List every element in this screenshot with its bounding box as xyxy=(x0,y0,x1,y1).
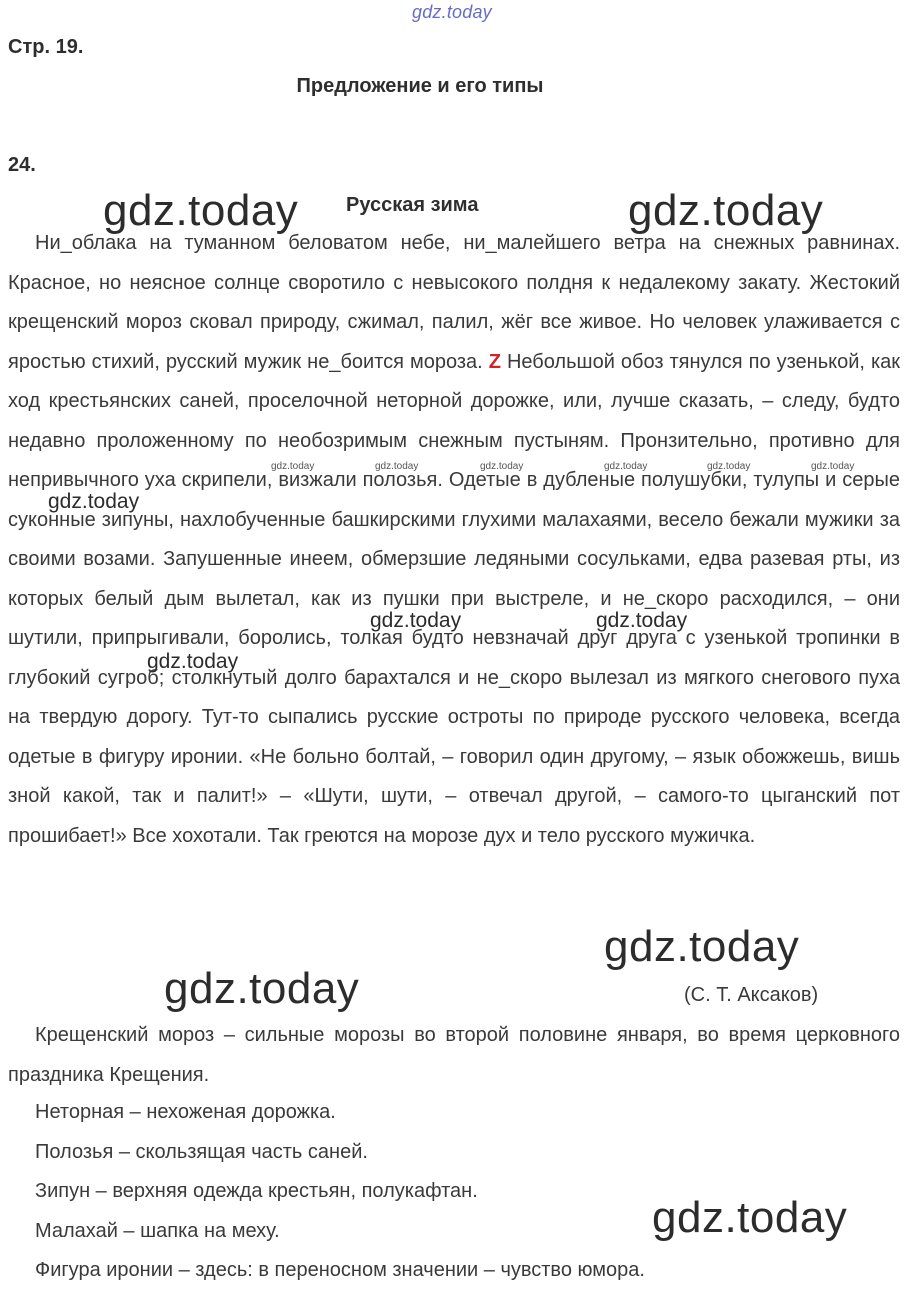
story-text xyxy=(8,224,900,856)
header-watermark: gdz.today xyxy=(412,2,492,22)
watermark: gdz.today xyxy=(271,461,315,472)
story-paragraph: Ни_облака на туманном беловатом небе, ни_малейшего ветра на снежных равнинах. Красное, но неясное солнце своротило с невысокого полдня к недалекому закату. Жестокий крещенский мороз сковал природу, сжимал, палил, жёг все живое. Но человек улаживается с яростью стихий, русский мужик не_боится мороза. Z Небольшой обоз тянулся по узенькой, как ход крестьянских саней, проселочной неторной дорожке, или, лучше сказать, – следу, будто недавно проложенному по необозримым снежным пустыням. Пронзительно, противно для непривычного уха скрипели, визжали полозья. Одетые в дубленые полушубки, тулупы и серые суконные зипуны, нахлобученные башкирскими глухими малахаями, весело бежали мужики за своими возами. Запушенные инеем, обмерзшие ледяными сосульками, едва разевая рты, из которых белый дым вылетал, как из пушки при выстреле, и не_скоро расходился, – они шутили, припрыгивали, боролись, толкая будто невзначай друг друга с узенькой тропинки в глубокий сугроб; столкнутый долго барахтался и не_скоро вылезал из мягкого снегового пуха на твердую дорогу. Тут-то сыпались русские остроты по природе русского человека, всегда одетые в фигуру иронии. «Не больно болтай, – говорил один другому, – язык обожжешь, вишь зной какой, так и палит!» – «Шути, шути, – отвечал другой, – самого-то цыганский пот прошибает!» Все хохотали. Так греются на морозе дух и тело русского мужичка. xyxy=(8,232,900,847)
watermark: gdz.today xyxy=(604,461,648,472)
watermark: gdz.today xyxy=(652,1193,848,1242)
watermark: gdz.today xyxy=(147,650,239,673)
watermark: gdz.today xyxy=(628,186,824,235)
watermark: gdz.today xyxy=(103,186,299,235)
page-number: Стр. 19. xyxy=(8,36,84,58)
glossary-item: Малахай – шапка на меху. xyxy=(35,1220,280,1242)
glossary-intro xyxy=(8,1016,900,1095)
glossary-item: Неторная – нехоженая дорожка. xyxy=(35,1101,336,1123)
glossary-intro-text: Крещенский мороз – сильные морозы во второй половине января, во время церковного праздника Крещения. xyxy=(8,1024,900,1086)
watermark: gdz.today xyxy=(596,609,688,632)
watermark: gdz.today xyxy=(164,964,360,1013)
story-title: Русская зима xyxy=(346,194,479,216)
glossary-item: Полозья – скользящая часть саней. xyxy=(35,1141,368,1163)
watermark: gdz.today xyxy=(480,461,524,472)
exercise-number: 24. xyxy=(8,154,36,176)
watermark: gdz.today xyxy=(375,461,419,472)
watermark: gdz.today xyxy=(48,490,140,513)
section-title: Предложение и его типы xyxy=(296,75,544,97)
glossary-item: Зипун – верхняя одежда крестьян, полукафтан. xyxy=(35,1180,478,1202)
story-author: (С. Т. Аксаков) xyxy=(684,984,819,1006)
glossary-item: Фигура иронии – здесь: в переносном значении – чувство юмора. xyxy=(35,1259,645,1281)
sentence-marker: Z xyxy=(488,350,501,373)
watermark: gdz.today xyxy=(370,609,462,632)
watermark: gdz.today xyxy=(707,461,751,472)
watermark: gdz.today xyxy=(811,461,855,472)
watermark: gdz.today xyxy=(604,922,800,971)
